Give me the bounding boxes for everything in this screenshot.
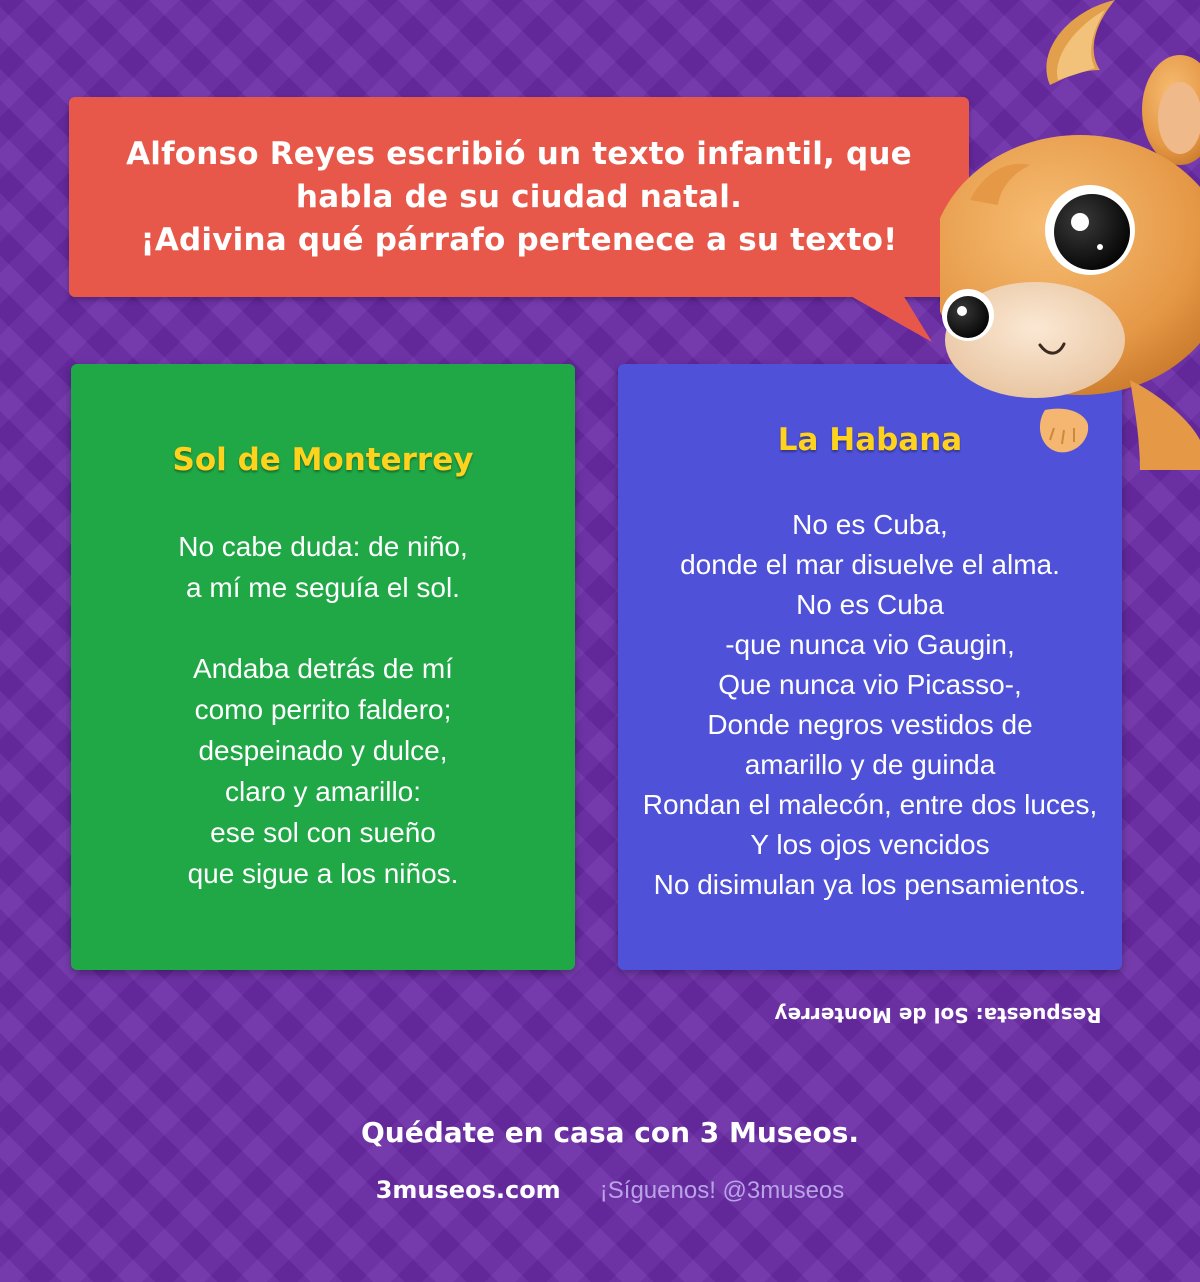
poem-text [71, 526, 575, 894]
speech-bubble [69, 97, 969, 297]
stanza-gap [71, 608, 575, 648]
poem-line: No cabe duda: de niño, [178, 531, 468, 562]
poem-line: despeinado y dulce, [198, 735, 448, 766]
poem-title: La Habana [777, 422, 963, 458]
poem-line: Andaba detrás de mí [193, 653, 453, 684]
social-handle[interactable]: ¡Síguenos! @3museos [599, 1177, 845, 1204]
upside-down-answer: Respuesta: Sol de Monterrey [774, 1003, 1102, 1027]
bubble-text-line-3: ¡Adivina qué párrafo pertenece a su texto! [140, 221, 898, 258]
poem-line: Y los ojos vencidos [750, 829, 990, 860]
poem-line: a mí me seguía el sol. [186, 572, 460, 603]
speech-bubble-tail [840, 290, 940, 350]
bubble-text-line-1: Alfonso Reyes escribió un texto infantil, que [126, 135, 912, 172]
poem-line: No es Cuba, [792, 509, 948, 540]
poem-line: Donde negros vestidos de [707, 709, 1033, 740]
poem-line: amarillo y de guinda [744, 749, 996, 780]
poem-card-sol-de-monterrey [71, 364, 575, 970]
poem-line: No es Cuba [796, 589, 944, 620]
poem-line: ese sol con sueño [210, 817, 436, 848]
website-link[interactable]: 3museos.com [375, 1176, 561, 1204]
poem-line: No disimulan ya los pensamientos. [653, 869, 1087, 900]
poem-title: Sol de Monterrey [172, 442, 474, 478]
poem-line: claro y amarillo: [224, 776, 422, 807]
footer-links [0, 1176, 1200, 1205]
poem-text [618, 505, 1122, 905]
squirrel-mascot-icon [940, 0, 1200, 470]
poem-line: Rondan el malecón, entre dos luces, [642, 789, 1098, 820]
poem-line: como perrito faldero; [194, 694, 452, 725]
bubble-text-line-2: habla de su ciudad natal. [295, 178, 743, 215]
poem-line: donde el mar disuelve el alma. [680, 549, 1060, 580]
footer-tagline: Quédate en casa con 3 Museos. [361, 1116, 859, 1149]
poem-line: -que nunca vio Gaugin, [725, 629, 1015, 660]
poem-line: Que nunca vio Picasso-, [718, 669, 1022, 700]
poem-line: que sigue a los niños. [187, 858, 459, 889]
